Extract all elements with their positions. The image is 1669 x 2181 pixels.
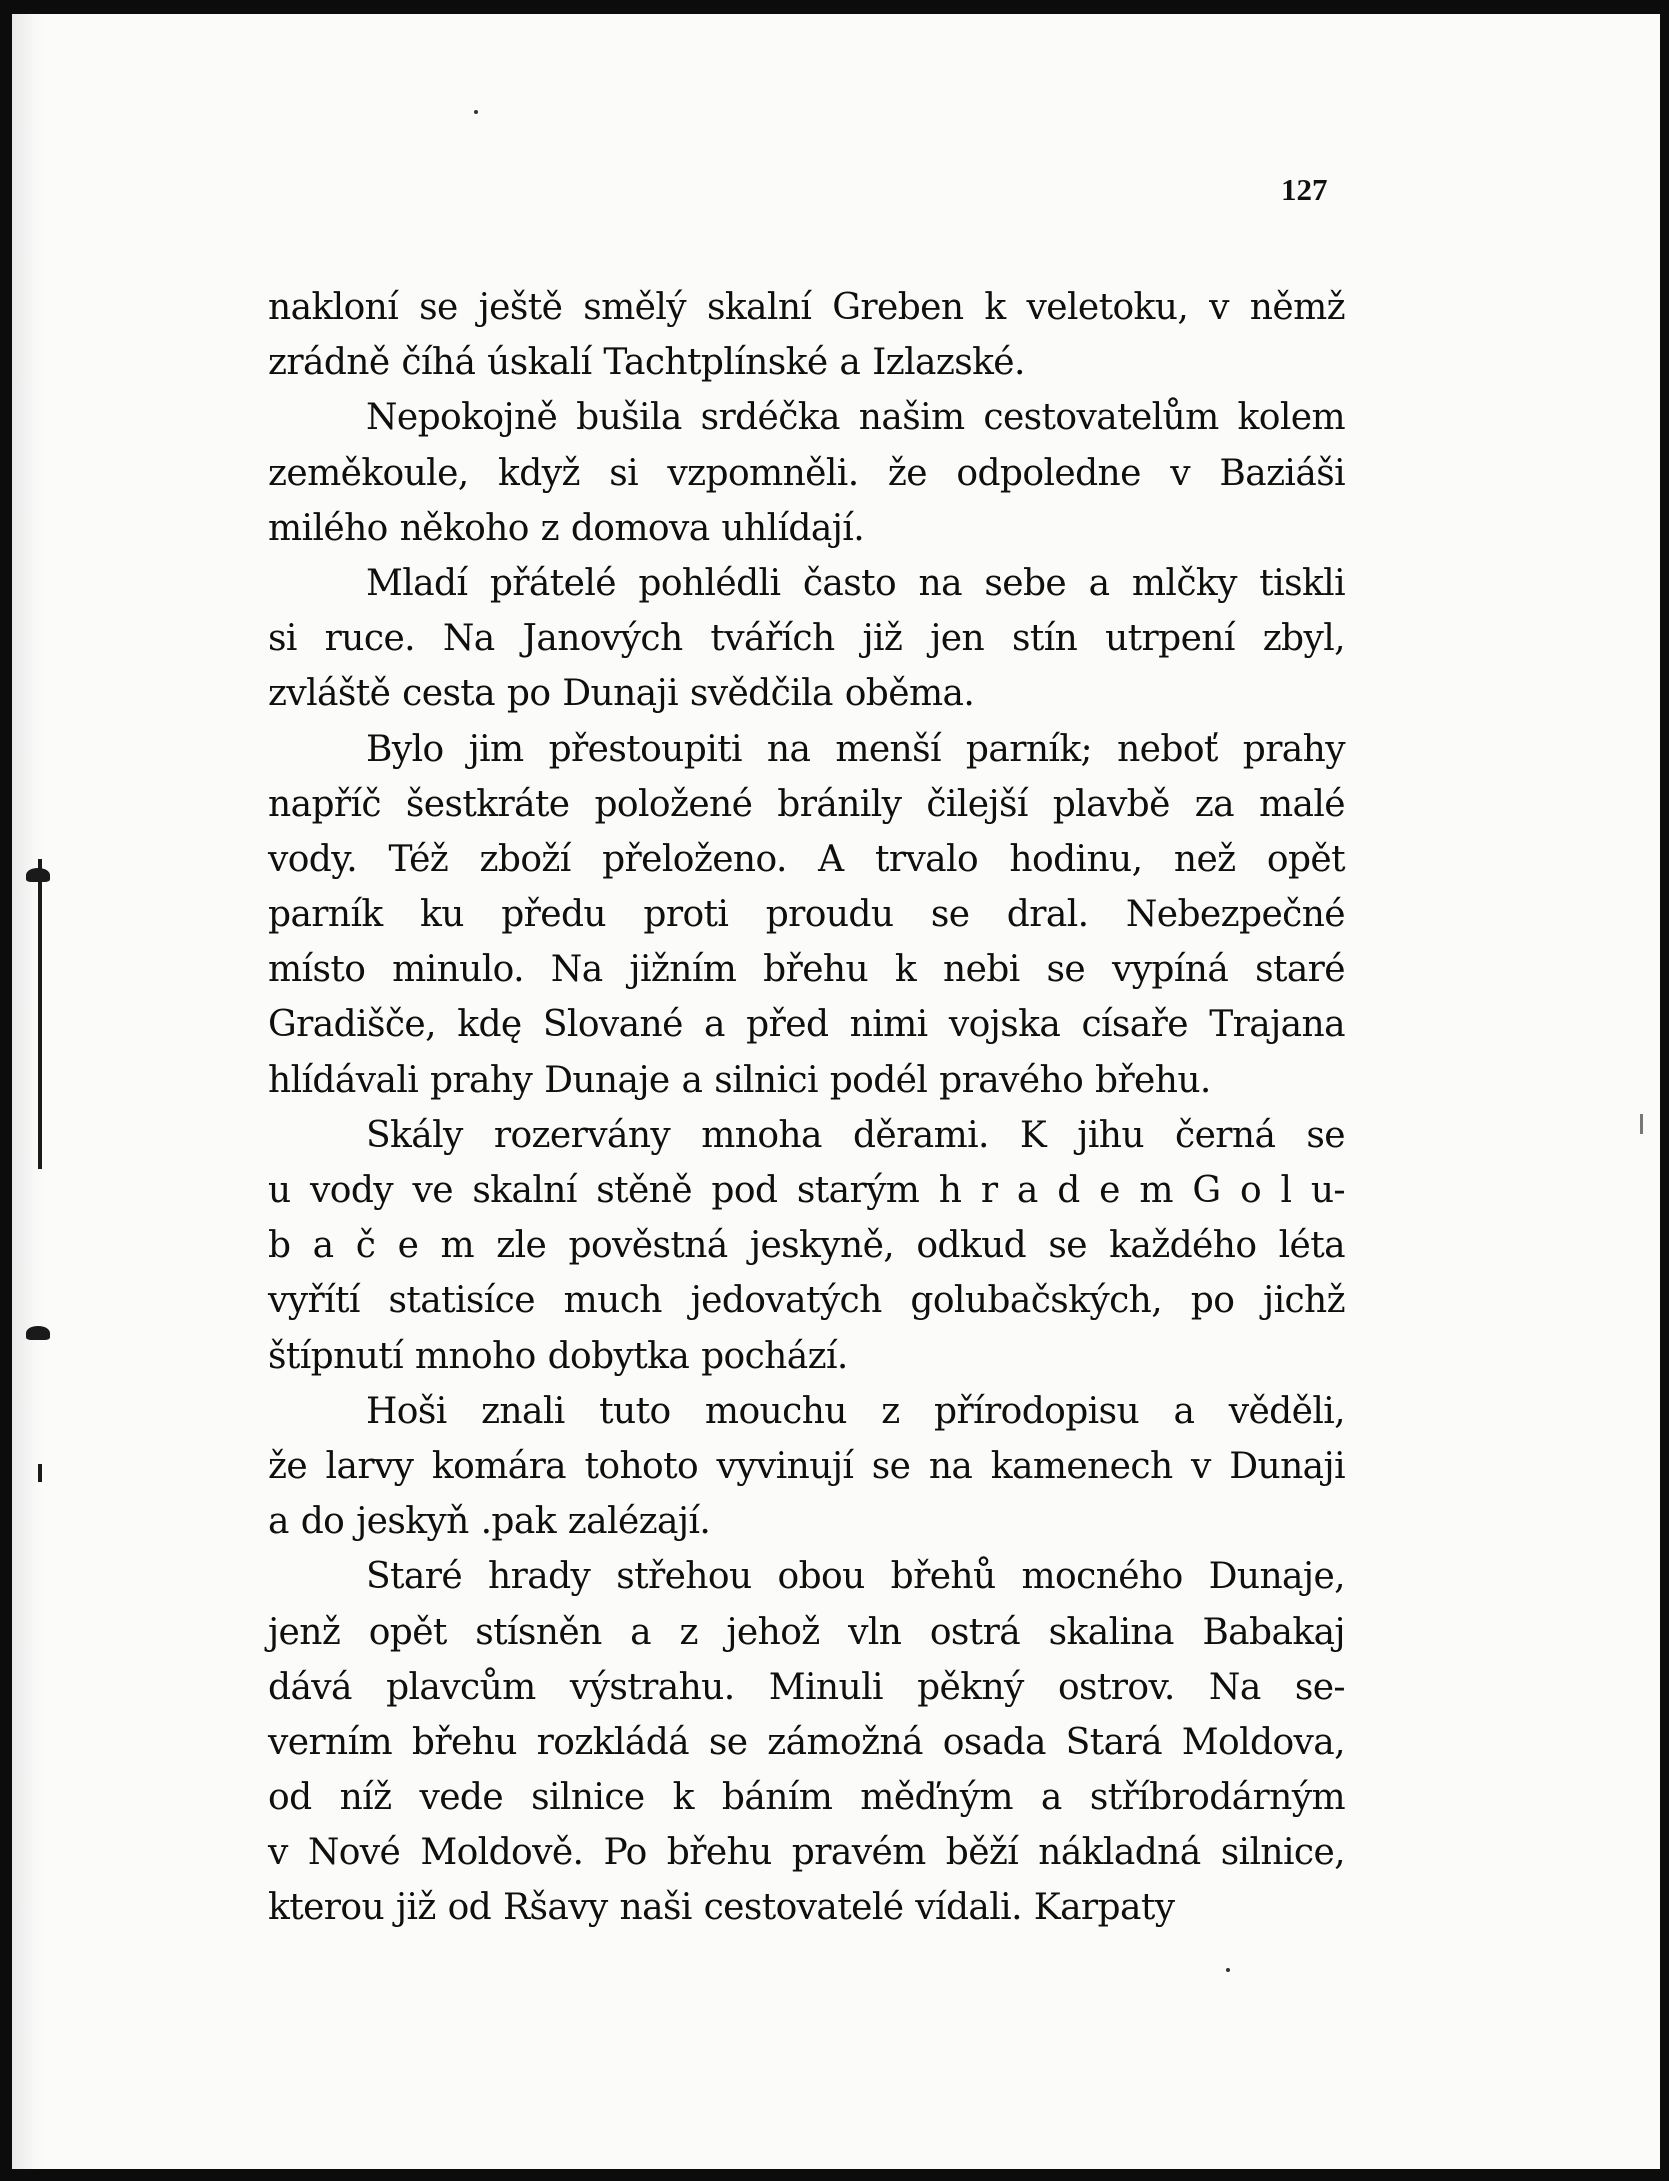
text-line: Skály rozervány mnoha děrami. K jihu černá se	[366, 1114, 1345, 1156]
text-line: Nepokojně bušila srdéčka našim cestovatelům kolem	[366, 397, 1345, 439]
text-line: hlídávali prahy Dunaje a silnici podél pravého břehu.	[268, 1059, 1211, 1101]
book-page	[12, 14, 1660, 2169]
text-line: Staré hrady střehou obou břehů mocného Dunaje,	[366, 1556, 1345, 1598]
text-line: že larvy komára tohoto vyvinují se na kamenech v Dunaji	[268, 1445, 1345, 1487]
text-line: napříč šestkráte položené bránily čilejší plavbě za malé	[268, 783, 1345, 825]
text-line: kterou již od Ršavy naši cestovatelé vídali. Karpaty	[268, 1887, 1175, 1929]
text-line: Mladí přátelé pohlédli často na sebe a mlčky tiskli	[366, 562, 1345, 604]
text-line: Hoši znali tuto mouchu z přírodopisu a věděli,	[366, 1390, 1345, 1432]
text-line: nakloní se ještě smělý skalní Greben k veletoku, v němž	[268, 287, 1345, 328]
paragraph	[268, 556, 1345, 722]
paragraph	[268, 390, 1345, 556]
text-line: zvláště cesta po Dunaji svědčila oběma.	[268, 673, 975, 715]
text-line: Bylo jim přestoupiti na menší parník; neboť prahy	[366, 728, 1345, 770]
text-line: b a č e m zle pověstná jeskyně, odkud se každého léta	[268, 1225, 1345, 1267]
text-line: od níž vede silnice k báním měďným a stříbrodárným	[268, 1777, 1345, 1819]
text-line: dává plavcům výstrahu. Minuli pěkný ostrov. Na se-	[268, 1666, 1345, 1708]
text-line: si ruce. Na Janových tvářích již jen stín utrpení zbyl,	[268, 618, 1345, 660]
binding-notch	[26, 1326, 50, 1340]
text-line: u vody ve skalní stěně pod starým h r a d e m G o l u-	[268, 1170, 1345, 1211]
binding-mark	[38, 859, 42, 1129]
text-line: zrádně číhá úskalí Tachtplínské a Izlazské.	[268, 342, 1025, 384]
text-line: vyřítí statisíce much jedovatých golubačských, po jichž	[268, 1280, 1345, 1322]
text-line: a do jeskyň .pak zalézají.	[268, 1501, 711, 1543]
paper-speck	[1226, 1968, 1230, 1972]
body-text	[268, 280, 1345, 1936]
page-edge-mark	[1640, 1114, 1643, 1134]
text-line: verním břehu rozkládá se zámožná osada Stará Moldova,	[268, 1721, 1345, 1763]
paper-speck	[474, 110, 478, 114]
text-line: jenž opět stísněn a z jehož vln ostrá skalina Babakaj	[268, 1611, 1345, 1653]
text-line: Gradišče, kdę Slované a před nimi vojska císaře Trajana	[268, 1004, 1345, 1046]
page-number: 127	[1281, 172, 1328, 207]
text-line: štípnutí mnoho dobytka pochází.	[268, 1335, 848, 1377]
binding-mark	[38, 1129, 42, 1169]
paragraph	[268, 1384, 1345, 1550]
paragraph	[268, 280, 1345, 390]
text-line: milého někoho z domova uhlídají.	[268, 507, 865, 549]
text-line: v Nové Moldově. Po břehu pravém běží nákladná silnice,	[268, 1832, 1345, 1874]
binding-notch	[26, 868, 50, 882]
text-line: vody. Též zboží přeloženo. A trvalo hodinu, než opět	[268, 838, 1345, 880]
text-line: místo minulo. Na jižním břehu k nebi se vypíná staré	[268, 949, 1345, 991]
text-line: zeměkoule, když si vzpomněli. že odpoledne v Baziáši	[268, 452, 1345, 494]
text-line: parník ku předu proti proudu se dral. Nebezpečné	[268, 894, 1345, 936]
paragraph	[268, 1549, 1345, 1935]
binding-mark	[38, 1464, 42, 1482]
paragraph	[268, 722, 1345, 1108]
paragraph	[268, 1108, 1345, 1384]
